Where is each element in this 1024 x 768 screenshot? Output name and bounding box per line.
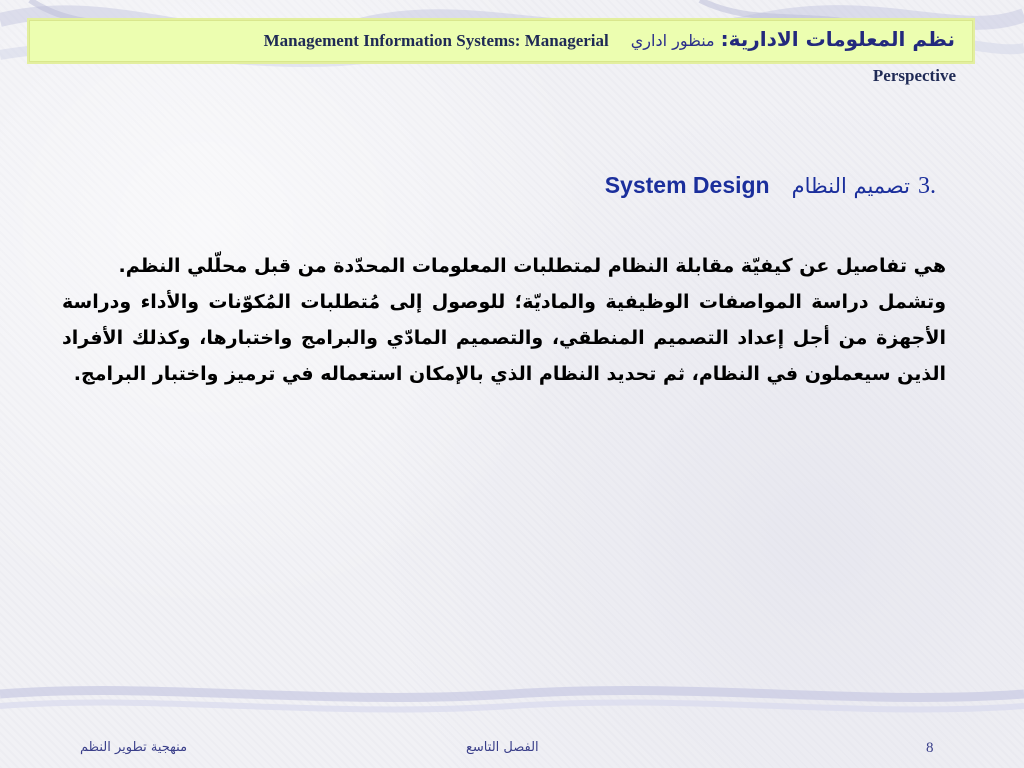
body-text bbox=[62, 248, 946, 392]
section-title-arabic: تصميم النظام bbox=[791, 174, 910, 198]
paragraph-definition: هي تفاصيل عن كيفيّة مقابلة النظام لمتطلبات المعلومات المحدّدة من قبل محلّلي النظم. bbox=[118, 255, 946, 277]
decorative-swirl-bottom bbox=[0, 672, 1024, 732]
title-arabic-subtitle: منظور اداري bbox=[630, 31, 715, 50]
section-heading bbox=[605, 172, 936, 200]
title-english-continued: Perspective bbox=[872, 66, 956, 85]
title-bar bbox=[27, 18, 975, 64]
title-english: Management Information Systems: Managerial bbox=[263, 31, 609, 50]
title-arabic-main: نظم المعلومات الادارية: bbox=[720, 27, 955, 51]
section-title-english: System Design bbox=[604, 172, 770, 198]
title-line bbox=[264, 27, 955, 51]
paragraph-scope: وتشمل دراسة المواصفات الوظيفية والماديّة؛ للوصول إلى مُتطلبات المُكوّنات والأداء ودراسة الأجهزة من أجل إعداد التصميم المنطقي، والتصميم المادّي والبرامج واختبارها، وكذلك الأفراد الذين سيعملون في النظام، ثم تحديد النظام الذي بالإمكان استعماله في ترميز واختبار البرامج. bbox=[62, 291, 946, 385]
footer-course-title: منهجية تطوير النظم bbox=[80, 740, 188, 755]
footer-chapter: الفصل التاسع bbox=[466, 740, 539, 755]
section-number: 3. bbox=[918, 173, 936, 199]
page-number: 8 bbox=[926, 740, 934, 756]
